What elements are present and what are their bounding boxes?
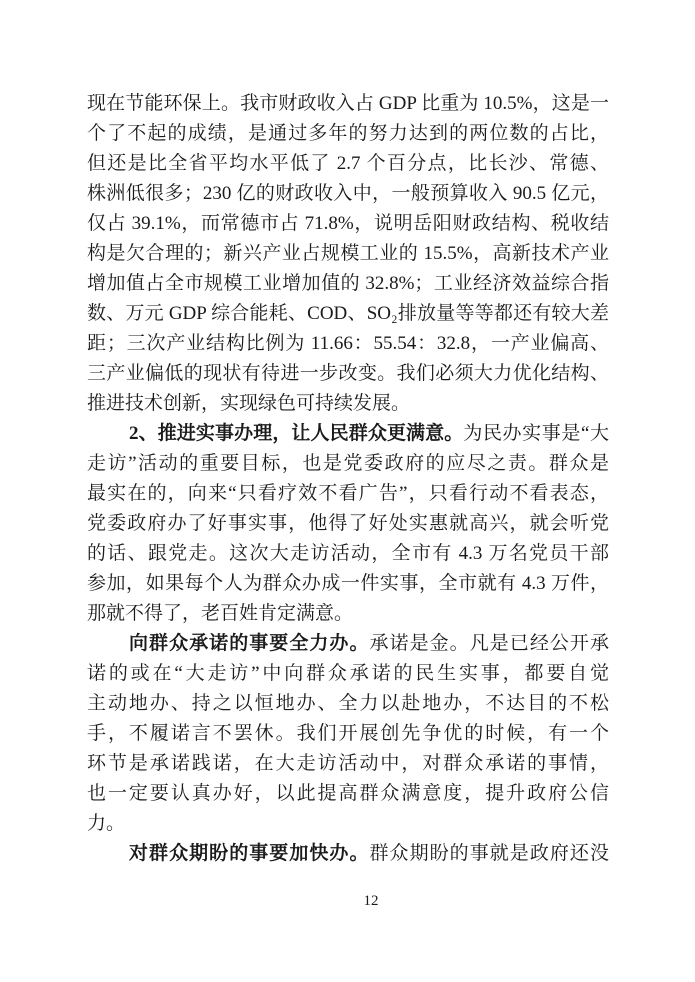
text-run: 党委政府办了好事实事，他得了好处实惠就高兴，就会听党 (87, 513, 609, 534)
text-run: 三产业偏低的现状有待进一步改变。我们必须大力优化结构、 (87, 363, 609, 384)
text-line (87, 89, 609, 119)
paragraph-lead-bold: 向群众承诺的事要全力办。 (129, 633, 370, 654)
text-line (87, 689, 609, 719)
text-run: 力。 (87, 813, 126, 834)
text-line (87, 269, 609, 299)
text-run: 的话、跟党走。这次大走访活动，全市有 4.3 万名党员干部 (87, 543, 609, 564)
text-line (87, 749, 609, 779)
text-line (87, 389, 609, 419)
text-run: 群众期盼的事就是政府还没 (369, 843, 609, 864)
text-run: 环节是承诺践诺，在大走访活动中，对群众承诺的事情， (87, 753, 609, 774)
text-line (87, 779, 609, 809)
text-run: 主动地办、持之以恒地办、全力以赴地办，不达目的不松 (87, 693, 609, 714)
text-line (87, 509, 609, 539)
text-line (87, 119, 609, 149)
text-run: 诺的或在“大走访”中向群众承诺的民生实事，都要自觉 (87, 663, 609, 684)
paragraph-lead-bold: 对群众期盼的事要加快办。 (129, 843, 370, 864)
text-line (87, 599, 609, 629)
text-run: 但还是比全省平均水平低了 2.7 个百分点，比长沙、常德、 (87, 153, 609, 174)
text-run: 那就不得了，老百姓肯定满意。 (87, 603, 354, 624)
text-run: 株洲低很多；230 亿的财政收入中，一般预算收入 90.5 亿元， (87, 183, 609, 204)
text-run: 距；三次产业结构比例为 11.66：55.54：32.8，一产业偏高、 (87, 333, 609, 354)
text-line (87, 839, 609, 869)
text-line (87, 539, 609, 569)
text-line (87, 629, 609, 659)
text-line (87, 329, 609, 359)
text-run: 个了不起的成绩，是通过多年的努力达到的两位数的占比， (87, 123, 609, 144)
document-body (87, 89, 609, 869)
text-line (87, 239, 609, 269)
text-line (87, 209, 609, 239)
text-run: 为民办实事是“大 (463, 423, 609, 444)
text-run: 承诺是金。凡是已经公开承 (369, 633, 609, 654)
text-run: 推进技术创新，实现绿色可持续发展。 (87, 393, 411, 414)
text-run: 走访”活动的重要目标，也是党委政府的应尽之责。群众是 (87, 453, 609, 474)
text-run: 增加值占全市规模工业增加值的 32.8%；工业经济效益综合指 (87, 273, 609, 294)
text-run: 现在节能环保上。我市财政收入占 GDP 比重为 10.5%，这是一 (87, 93, 609, 114)
text-run: 数、万元 GDP 综合能耗、COD、SO₂排放量等等都还有较大差 (87, 303, 609, 324)
text-line (87, 479, 609, 509)
text-run: 仅占 39.1%，而常德市占 71.8%，说明岳阳财政结构、税收结 (87, 213, 609, 234)
text-line (87, 419, 609, 449)
text-run: 参加，如果每个人为群众办成一件实事，全市就有 4.3 万件， (87, 573, 609, 594)
text-run: 也一定要认真办好，以此提高群众满意度，提升政府公信 (87, 783, 609, 804)
text-line (87, 809, 609, 839)
text-run: 构是欠合理的；新兴产业占规模工业的 15.5%，高新技术产业 (87, 243, 609, 264)
text-line (87, 299, 609, 329)
text-line (87, 149, 609, 179)
text-line (87, 569, 609, 599)
paragraph-heading-bold: 2、推进实事办理，让人民群众更满意。 (129, 423, 464, 444)
text-line (87, 719, 609, 749)
text-run: 手，不履诺言不罢休。我们开展创先争优的时候，有一个 (87, 723, 609, 744)
text-line (87, 359, 609, 389)
text-run: 最实在的，向来“只看疗效不看广告”，只看行动不看表态， (87, 483, 609, 504)
page-number: 12 (363, 893, 379, 909)
text-line (87, 659, 609, 689)
text-line (87, 179, 609, 209)
text-line (87, 449, 609, 479)
